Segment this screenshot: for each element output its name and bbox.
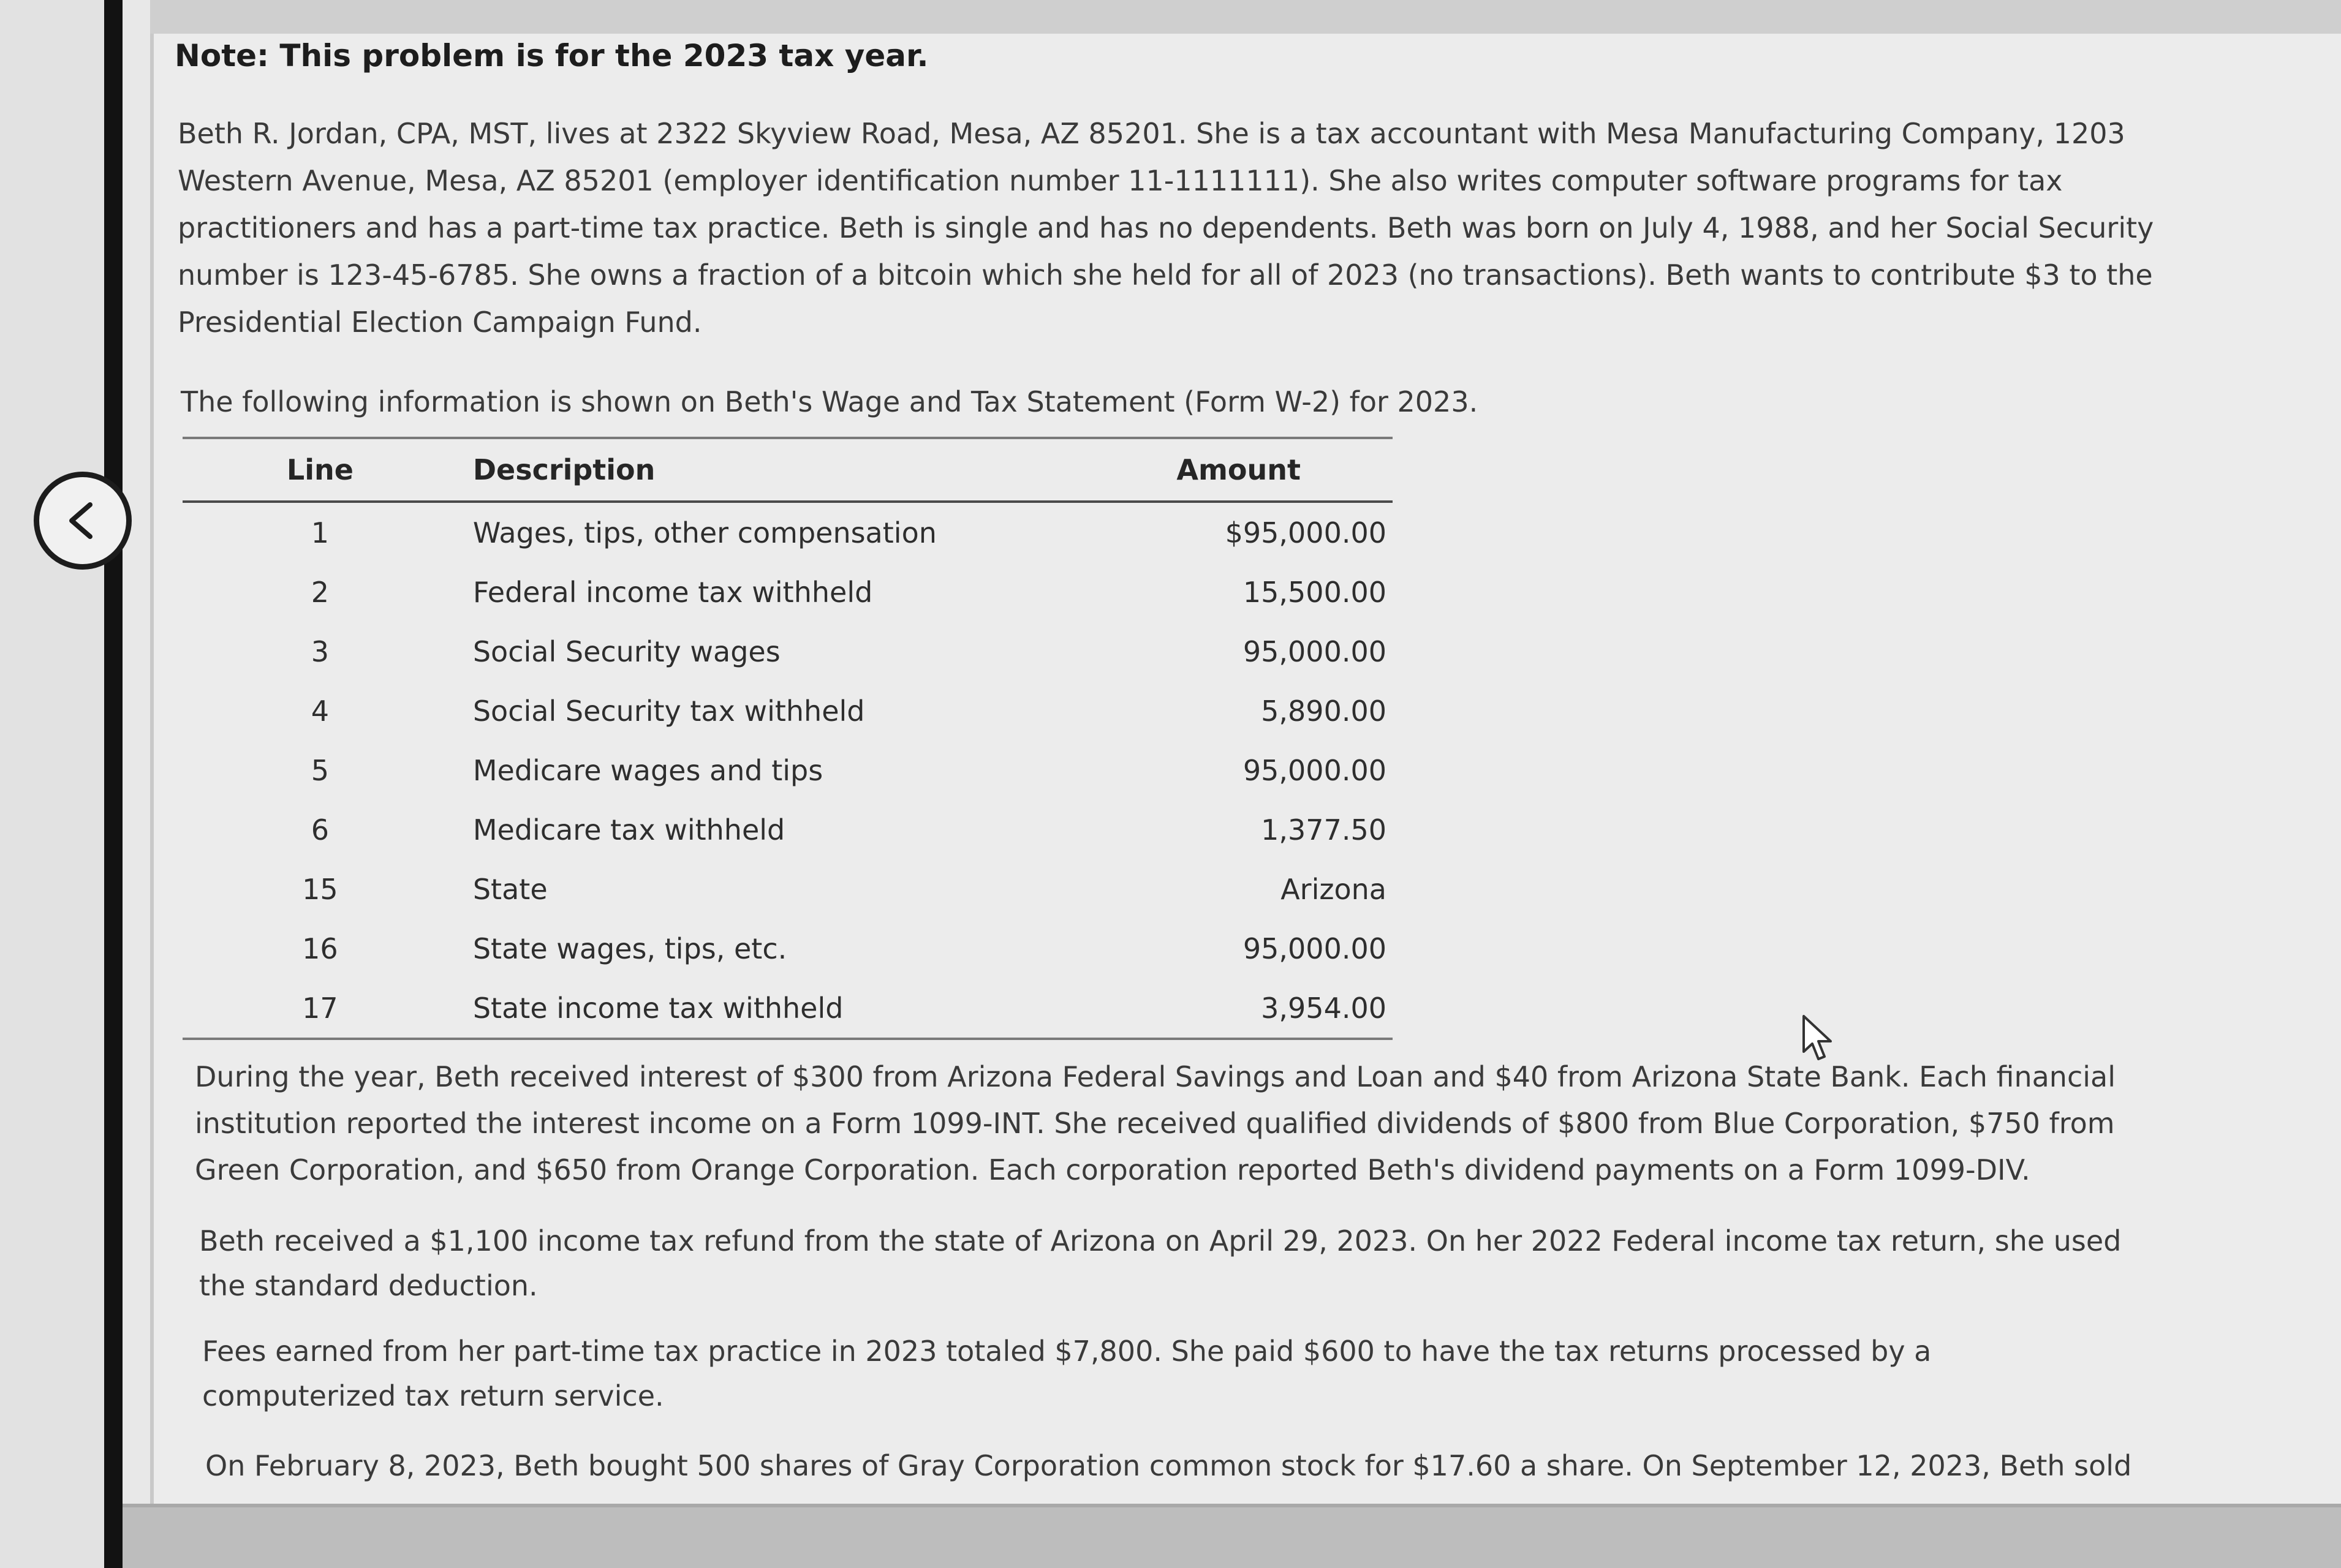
w2-table-header [183,438,1393,502]
stock-paragraph: On February 8, 2023, Beth bought 500 shares of Gray Corporation common stock for $17.60 a share. On September 12, 2023, Beth sold [205,1449,2132,1482]
table-row [183,919,1393,978]
state-refund-paragraph: Beth received a $1,100 income tax refund from the state of Arizona on April 29, 2023. On her 2022 Federal income tax return, she used the standard deduction. [199,1224,2122,1302]
table-row [183,800,1393,859]
row-amount: 15,500.00 [1242,575,1386,609]
row-description: State income tax withheld [472,991,844,1025]
row-line: 6 [311,813,330,846]
interest-dividends-paragraph: During the year, Beth received interest of $300 from Arizona Federal Savings and Loan and $40 from Arizona State Bank. Each financial institution reported the interest income on a Form 1099-INT. She received qualified dividends of $800 from Blue Corporation, $750 from Green Corporation, and $650 from Orange Corporation. Each corporation reported Beth's dividend payments on a Form 1099-DIV. [195,1060,2116,1186]
left-rail [104,0,123,1568]
row-description: Medicare wages and tips [472,753,823,787]
table-row [183,741,1393,800]
row-description: Medicare tax withheld [472,813,785,846]
problem-note: Note: This problem is for the 2023 tax year. [175,38,929,74]
top-edge [0,0,2341,34]
row-line: 4 [311,694,330,728]
row-amount: 1,377.50 [1261,813,1386,846]
row-description: Social Security wages [472,635,781,668]
row-description: Social Security tax withheld [472,694,865,728]
row-amount: 95,000.00 [1242,635,1386,668]
row-amount: 3,954.00 [1261,991,1386,1025]
intro-paragraph: Beth R. Jordan, CPA, MST, lives at 2322 Skyview Road, Mesa, AZ 85201. She is a tax accountant with Mesa Manufacturing Company, 1203 Western Avenue, Mesa, AZ 85201 (employer identification number 11-1111111). She also writes computer software programs for tax practitioners and has a part-time tax practice. Beth is single and has no dependents. Beth was born on July 4, 1988, and her Social Security number is 123-45-6785. She owns a fraction of a bitcoin which she held for all of 2023 (no transactions). Beth wants to contribute $3 to the Presidential Election Campaign Fund. [178,117,2154,339]
left-margin [0,0,104,1568]
row-amount: 95,000.00 [1242,932,1386,965]
table-row [183,978,1393,1039]
row-amount: 95,000.00 [1242,753,1386,787]
table-row [183,562,1393,622]
row-line: 3 [311,635,330,668]
row-line: 1 [311,516,330,549]
row-line: 16 [302,932,338,965]
header-line: Line [286,453,354,486]
w2-intro: The following information is shown on Beth's Wage and Tax Statement (Form W-2) for 2023. [181,385,1478,418]
chevron-left-icon [58,496,107,545]
row-line: 15 [302,872,338,906]
row-description: State wages, tips, etc. [472,932,787,965]
back-button[interactable] [34,472,132,570]
row-amount: Arizona [1280,872,1386,906]
mouse-pointer-icon [1801,1014,1838,1063]
row-amount: 5,890.00 [1261,694,1386,728]
rail-gap [123,0,150,1568]
fees-paragraph: Fees earned from her part-time tax practice in 2023 totaled $7,800. She paid $600 to have the tax returns processed by a computerized tax return service. [202,1335,1932,1412]
row-line: 5 [311,753,330,787]
table-row [183,859,1393,919]
row-line: 2 [311,575,330,609]
table-row [183,502,1393,562]
row-description: Federal income tax withheld [472,575,873,609]
header-description: Description [472,453,656,486]
row-line: 17 [302,991,338,1025]
table-row [183,622,1393,681]
row-description: State [472,872,548,906]
w2-table [183,437,1393,1040]
row-amount: $95,000.00 [1225,516,1386,549]
bottom-edge [123,1504,2341,1568]
table-row [183,681,1393,741]
header-amount: Amount [1176,453,1301,486]
row-description: Wages, tips, other compensation [472,516,937,549]
